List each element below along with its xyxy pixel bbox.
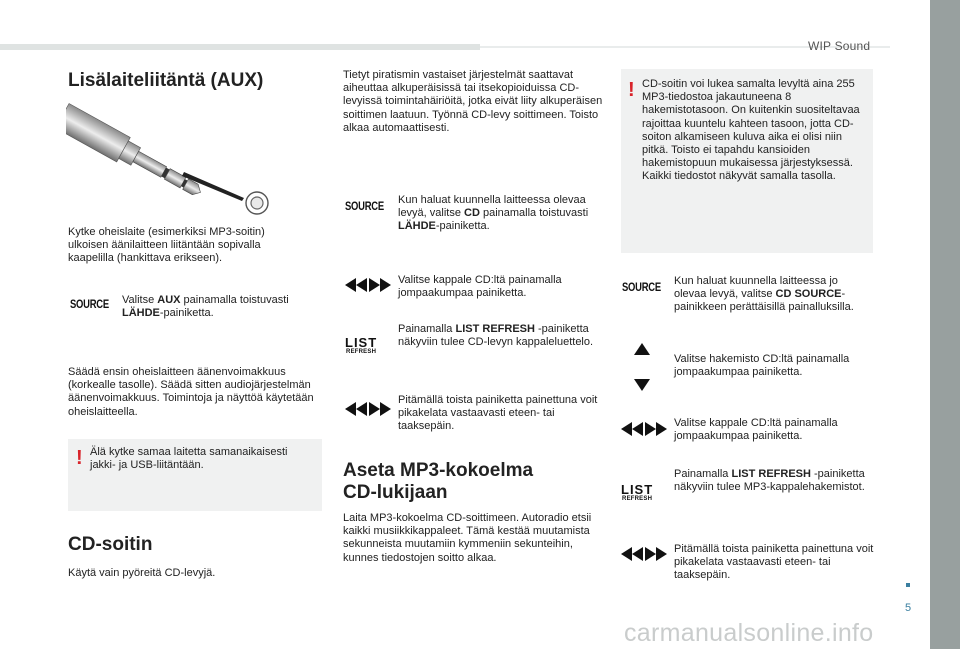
cd-track-text: Valitse kappale CD:ltä painamalla jompaakumpaa painiketta. [398,274,562,300]
aux-warning-text: Älä kytke samaa laitetta samanaikaisesti jakki- ja USB-liitäntään. [90,446,288,472]
mp3-title: Aseta MP3-kokoelma CD-lukijaan [343,460,534,503]
section-header: WIP Sound [808,39,871,53]
list-refresh-button-icon: LIST REFRESH [345,335,378,355]
prev-next-buttons-icon [345,278,391,292]
prev-next-buttons-icon [621,422,667,436]
mp3-folder-text: Valitse hakemisto CD:ltä painamalla jompaakumpaa painiketta. [674,353,850,379]
fast-forward-rewind-icon [621,547,667,561]
warning-exclamation-icon: ! [628,79,635,101]
source-button-icon: SOURCE [345,201,384,213]
source-button-icon: SOURCE [622,282,661,294]
jack-plug-illustration [66,100,276,220]
up-down-buttons-icon [632,343,652,391]
warning-exclamation-icon: ! [76,447,83,469]
watermark: carmanualsonline.info [624,619,874,647]
mp3-list-text: Painamalla LIST REFRESH -painiketta näkyviin tulee MP3-kappalehakemistot. [674,468,865,494]
cd-pirate-text: Tietyt piratismin vastaiset järjestelmät saattavat aiheuttaa alkuperäisissä tai itsekopioiduissa CD-levyissä toimintahäiriöitä, jotka eivät liity alkuperäisen soittimen laatuun. Työnnä CD-levy soittimeen. Toisto alkaa automaattisesti. [343,69,603,134]
page-number: 5 [905,602,912,614]
mp3-source-text: Kun haluat kuunnella laitteessa jo olevaa levyä, valitse CD SOURCE-painikkeen perättäisillä painalluksilla. [674,275,854,314]
page-side-rail [930,0,960,649]
cd-title: CD-soitin [68,534,153,555]
mp3-warning-text: CD-soitin voi lukea samalta levyltä aina 255 MP3-tiedostoa jakautuneena 8 hakemistotasoon. On kuitenkin suositeltavaa rajoittaa kuuntelu kahteen tasoon, jotta CD-soiton alkamiseen kuluva aika ei olisi niin pitkä. Toisto ei tapahdu kansioiden hakemistopuun mukaisessa järjestyksessä. Kaikki tiedostot näkyvät samalla tasolla. [642,78,860,183]
cd-hold-text: Pitämällä toista painiketta painettuna voit pikakelata vastaavasti eteen- tai taaksepäin. [398,394,598,433]
aux-source-text: Valitse AUX painamalla toistuvasti LÄHDE-painiketta. [122,294,289,320]
page-marker-dot [906,583,910,587]
source-button-icon: SOURCE [70,299,109,311]
cd-list-text: Painamalla LIST REFRESH -painiketta näkyviin tulee CD-levyn kappaleluettelo. [398,323,594,349]
aux-connect-text: Kytke oheislaite (esimerkiksi MP3-soitin) ulkoisen äänilaitteen liitäntään sopivalla kaapelilla (hankittava erikseen). [68,226,265,265]
cd-source-text: Kun haluat kuunnella laitteessa olevaa levyä, valitse CD painamalla toistuvasti LÄHDE-painiketta. [398,194,589,233]
list-refresh-button-icon: LIST REFRESH [621,482,654,502]
mp3-intro-text: Laita MP3-kokoelma CD-soittimeen. Autoradio etsii kaikki musiikkikappaleet. Tämä kestää muutamista sekunneista muutamiin kymmeniin sekunteihin, kunnes tiedostojen soitto alkaa. [343,512,592,564]
aux-volume-text: Säädä ensin oheislaitteen äänenvoimakkuus (korkealle tasolle). Säädä sitten audiojärjestelmän äänenvoimakkuus. Toimintoja ja näyttöä käytetään oheislaitteella. [68,366,314,418]
header-rule-thick [0,44,480,50]
cd-intro-text: Käytä vain pyöreitä CD-levyjä. [68,567,216,579]
aux-title: Lisälaiteliitäntä (AUX) [68,70,264,91]
fast-forward-rewind-icon [345,402,391,416]
mp3-track-text: Valitse kappale CD:ltä painamalla jompaakumpaa painiketta. [674,417,838,443]
mp3-hold-text: Pitämällä toista painiketta painettuna voit pikakelata vastaavasti eteen- tai taaksepäin. [674,543,874,582]
